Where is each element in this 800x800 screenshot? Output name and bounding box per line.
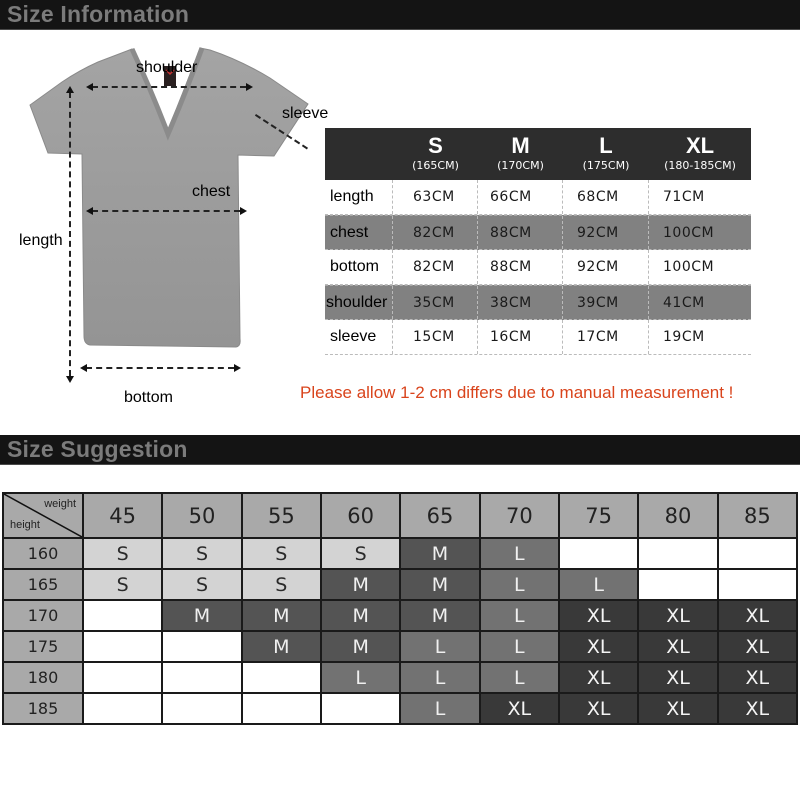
size-suggestion-cell: XL — [719, 632, 796, 661]
arrow-down-icon — [66, 376, 74, 383]
arrow-right-icon — [240, 207, 247, 215]
height-axis-label: height — [10, 519, 40, 531]
cell-value: 16CM — [478, 320, 563, 354]
size-suggestion-cell: XL — [719, 694, 796, 723]
empty-cell — [163, 694, 240, 723]
row-label: shoulder — [325, 286, 393, 319]
size-suggestion-cell: L — [401, 632, 478, 661]
shirt-measurement-diagram — [0, 30, 330, 420]
arrow-right-icon — [234, 364, 241, 372]
cell-value: 38CM — [478, 286, 563, 319]
weight-header-85: 85 — [719, 494, 796, 537]
cell-value: 63CM — [393, 180, 478, 214]
arrow-up-icon — [66, 86, 74, 93]
empty-cell — [639, 539, 716, 568]
size-suggestion-cell: S — [163, 570, 240, 599]
size-suggestion-cell: S — [84, 570, 161, 599]
size-column-s: S (165CM) — [412, 133, 459, 172]
sleeve-label: sleeve — [282, 105, 329, 122]
weight-header-55: 55 — [243, 494, 320, 537]
weight-header-70: 70 — [481, 494, 558, 537]
cell-value: 41CM — [663, 294, 705, 311]
cell-value: 35CM — [393, 286, 478, 319]
empty-cell — [84, 601, 161, 630]
size-column-xl: XL (180-185CM) — [664, 133, 736, 172]
section-title: Size Information — [7, 1, 190, 27]
size-suggestion-cell: M — [322, 570, 399, 599]
size-suggestion-cell: L — [401, 663, 478, 692]
weight-header-75: 75 — [560, 494, 637, 537]
size-suggestion-grid — [2, 492, 798, 725]
bottom-measure-line — [86, 367, 234, 369]
size-suggestion-cell: XL — [639, 632, 716, 661]
chest-label: chest — [192, 183, 231, 200]
table-row-sleeve — [325, 320, 751, 355]
bottom-label: bottom — [124, 389, 173, 406]
empty-cell — [639, 570, 716, 599]
empty-cell — [84, 632, 161, 661]
tshirt-image — [0, 30, 330, 420]
cell-value: 17CM — [563, 320, 649, 354]
table-row-length — [325, 180, 751, 215]
weight-header-80: 80 — [639, 494, 716, 537]
length-label: length — [19, 232, 63, 249]
size-suggestion-cell: XL — [560, 601, 637, 630]
size-suggestion-cell: M — [322, 632, 399, 661]
empty-cell — [163, 663, 240, 692]
empty-cell — [322, 694, 399, 723]
shoulder-measure-line — [92, 86, 246, 88]
size-suggestion-cell: S — [243, 570, 320, 599]
cell-value: 66CM — [478, 180, 563, 214]
empty-cell — [84, 694, 161, 723]
height-header-180: 180 — [4, 663, 82, 692]
chest-measure-line — [92, 210, 240, 212]
size-suggestion-cell: L — [560, 570, 637, 599]
height-header-185: 185 — [4, 694, 82, 723]
arrow-left-icon — [86, 83, 93, 91]
height-header-165: 165 — [4, 570, 82, 599]
grid-corner-cell — [4, 494, 82, 537]
empty-cell — [560, 539, 637, 568]
length-measure-line — [69, 92, 71, 376]
size-information-table — [325, 128, 751, 355]
size-column-l: L (175CM) — [582, 133, 630, 172]
size-suggestion-cell: S — [322, 539, 399, 568]
size-suggestion-cell: L — [481, 570, 558, 599]
empty-cell — [719, 539, 796, 568]
size-header-row — [325, 128, 751, 180]
size-suggestion-cell: M — [243, 632, 320, 661]
shoulder-label: shoulder — [136, 59, 198, 76]
cell-value: 100CM — [663, 224, 715, 241]
measurement-disclaimer: Please allow 1-2 cm differs due to manual measurement ! — [300, 383, 734, 402]
arrow-left-icon — [80, 364, 87, 372]
weight-header-65: 65 — [401, 494, 478, 537]
empty-cell — [719, 570, 796, 599]
size-suggestion-cell: L — [481, 663, 558, 692]
cell-value: 39CM — [563, 286, 649, 319]
row-label: bottom — [325, 250, 393, 284]
size-suggestion-cell: XL — [560, 632, 637, 661]
size-suggestion-cell: M — [243, 601, 320, 630]
size-suggestion-cell: XL — [560, 663, 637, 692]
size-suggestion-cell: L — [322, 663, 399, 692]
cell-value: 82CM — [393, 250, 478, 284]
size-suggestion-cell: L — [401, 694, 478, 723]
size-suggestion-cell: M — [401, 570, 478, 599]
size-suggestion-cell: XL — [719, 663, 796, 692]
table-row-shoulder — [325, 285, 751, 320]
cell-value: 68CM — [563, 180, 649, 214]
weight-header-45: 45 — [84, 494, 161, 537]
row-label: chest — [325, 216, 393, 249]
cell-value: 100CM — [663, 259, 715, 275]
row-label: length — [325, 180, 393, 214]
cell-value: 88CM — [478, 216, 563, 249]
size-suggestion-cell: L — [481, 632, 558, 661]
table-row-bottom — [325, 250, 751, 285]
size-information-header — [0, 0, 800, 30]
table-row-chest — [325, 215, 751, 250]
size-suggestion-cell: XL — [481, 694, 558, 723]
weight-axis-label: weight — [44, 498, 76, 510]
size-suggestion-header — [0, 435, 800, 465]
section-title: Size Suggestion — [7, 436, 188, 462]
weight-header-50: 50 — [163, 494, 240, 537]
cell-value: 88CM — [478, 250, 563, 284]
size-suggestion-cell: S — [163, 539, 240, 568]
cell-value: 15CM — [393, 320, 478, 354]
empty-cell — [243, 663, 320, 692]
size-suggestion-cell: S — [243, 539, 320, 568]
arrow-left-icon — [86, 207, 93, 215]
size-suggestion-cell: M — [401, 601, 478, 630]
size-suggestion-cell: XL — [560, 694, 637, 723]
size-suggestion-cell: XL — [639, 694, 716, 723]
size-suggestion-cell: XL — [639, 601, 716, 630]
empty-cell — [163, 632, 240, 661]
size-suggestion-cell: XL — [719, 601, 796, 630]
size-suggestion-cell: L — [481, 539, 558, 568]
size-suggestion-cell: L — [481, 601, 558, 630]
weight-header-60: 60 — [322, 494, 399, 537]
size-suggestion-cell: M — [163, 601, 240, 630]
row-label: sleeve — [325, 320, 393, 354]
size-column-m: M (170CM) — [497, 133, 544, 172]
size-suggestion-cell: S — [84, 539, 161, 568]
height-header-170: 170 — [4, 601, 82, 630]
height-header-160: 160 — [4, 539, 82, 568]
empty-cell — [84, 663, 161, 692]
cell-value: 19CM — [663, 329, 705, 345]
cell-value: 92CM — [563, 216, 649, 249]
cell-value: 92CM — [563, 250, 649, 284]
height-header-175: 175 — [4, 632, 82, 661]
size-suggestion-cell: XL — [639, 663, 716, 692]
cell-value: 82CM — [393, 216, 478, 249]
size-suggestion-cell: M — [322, 601, 399, 630]
cell-value: 71CM — [663, 189, 705, 205]
size-suggestion-cell: M — [401, 539, 478, 568]
empty-cell — [243, 694, 320, 723]
arrow-right-icon — [246, 83, 253, 91]
